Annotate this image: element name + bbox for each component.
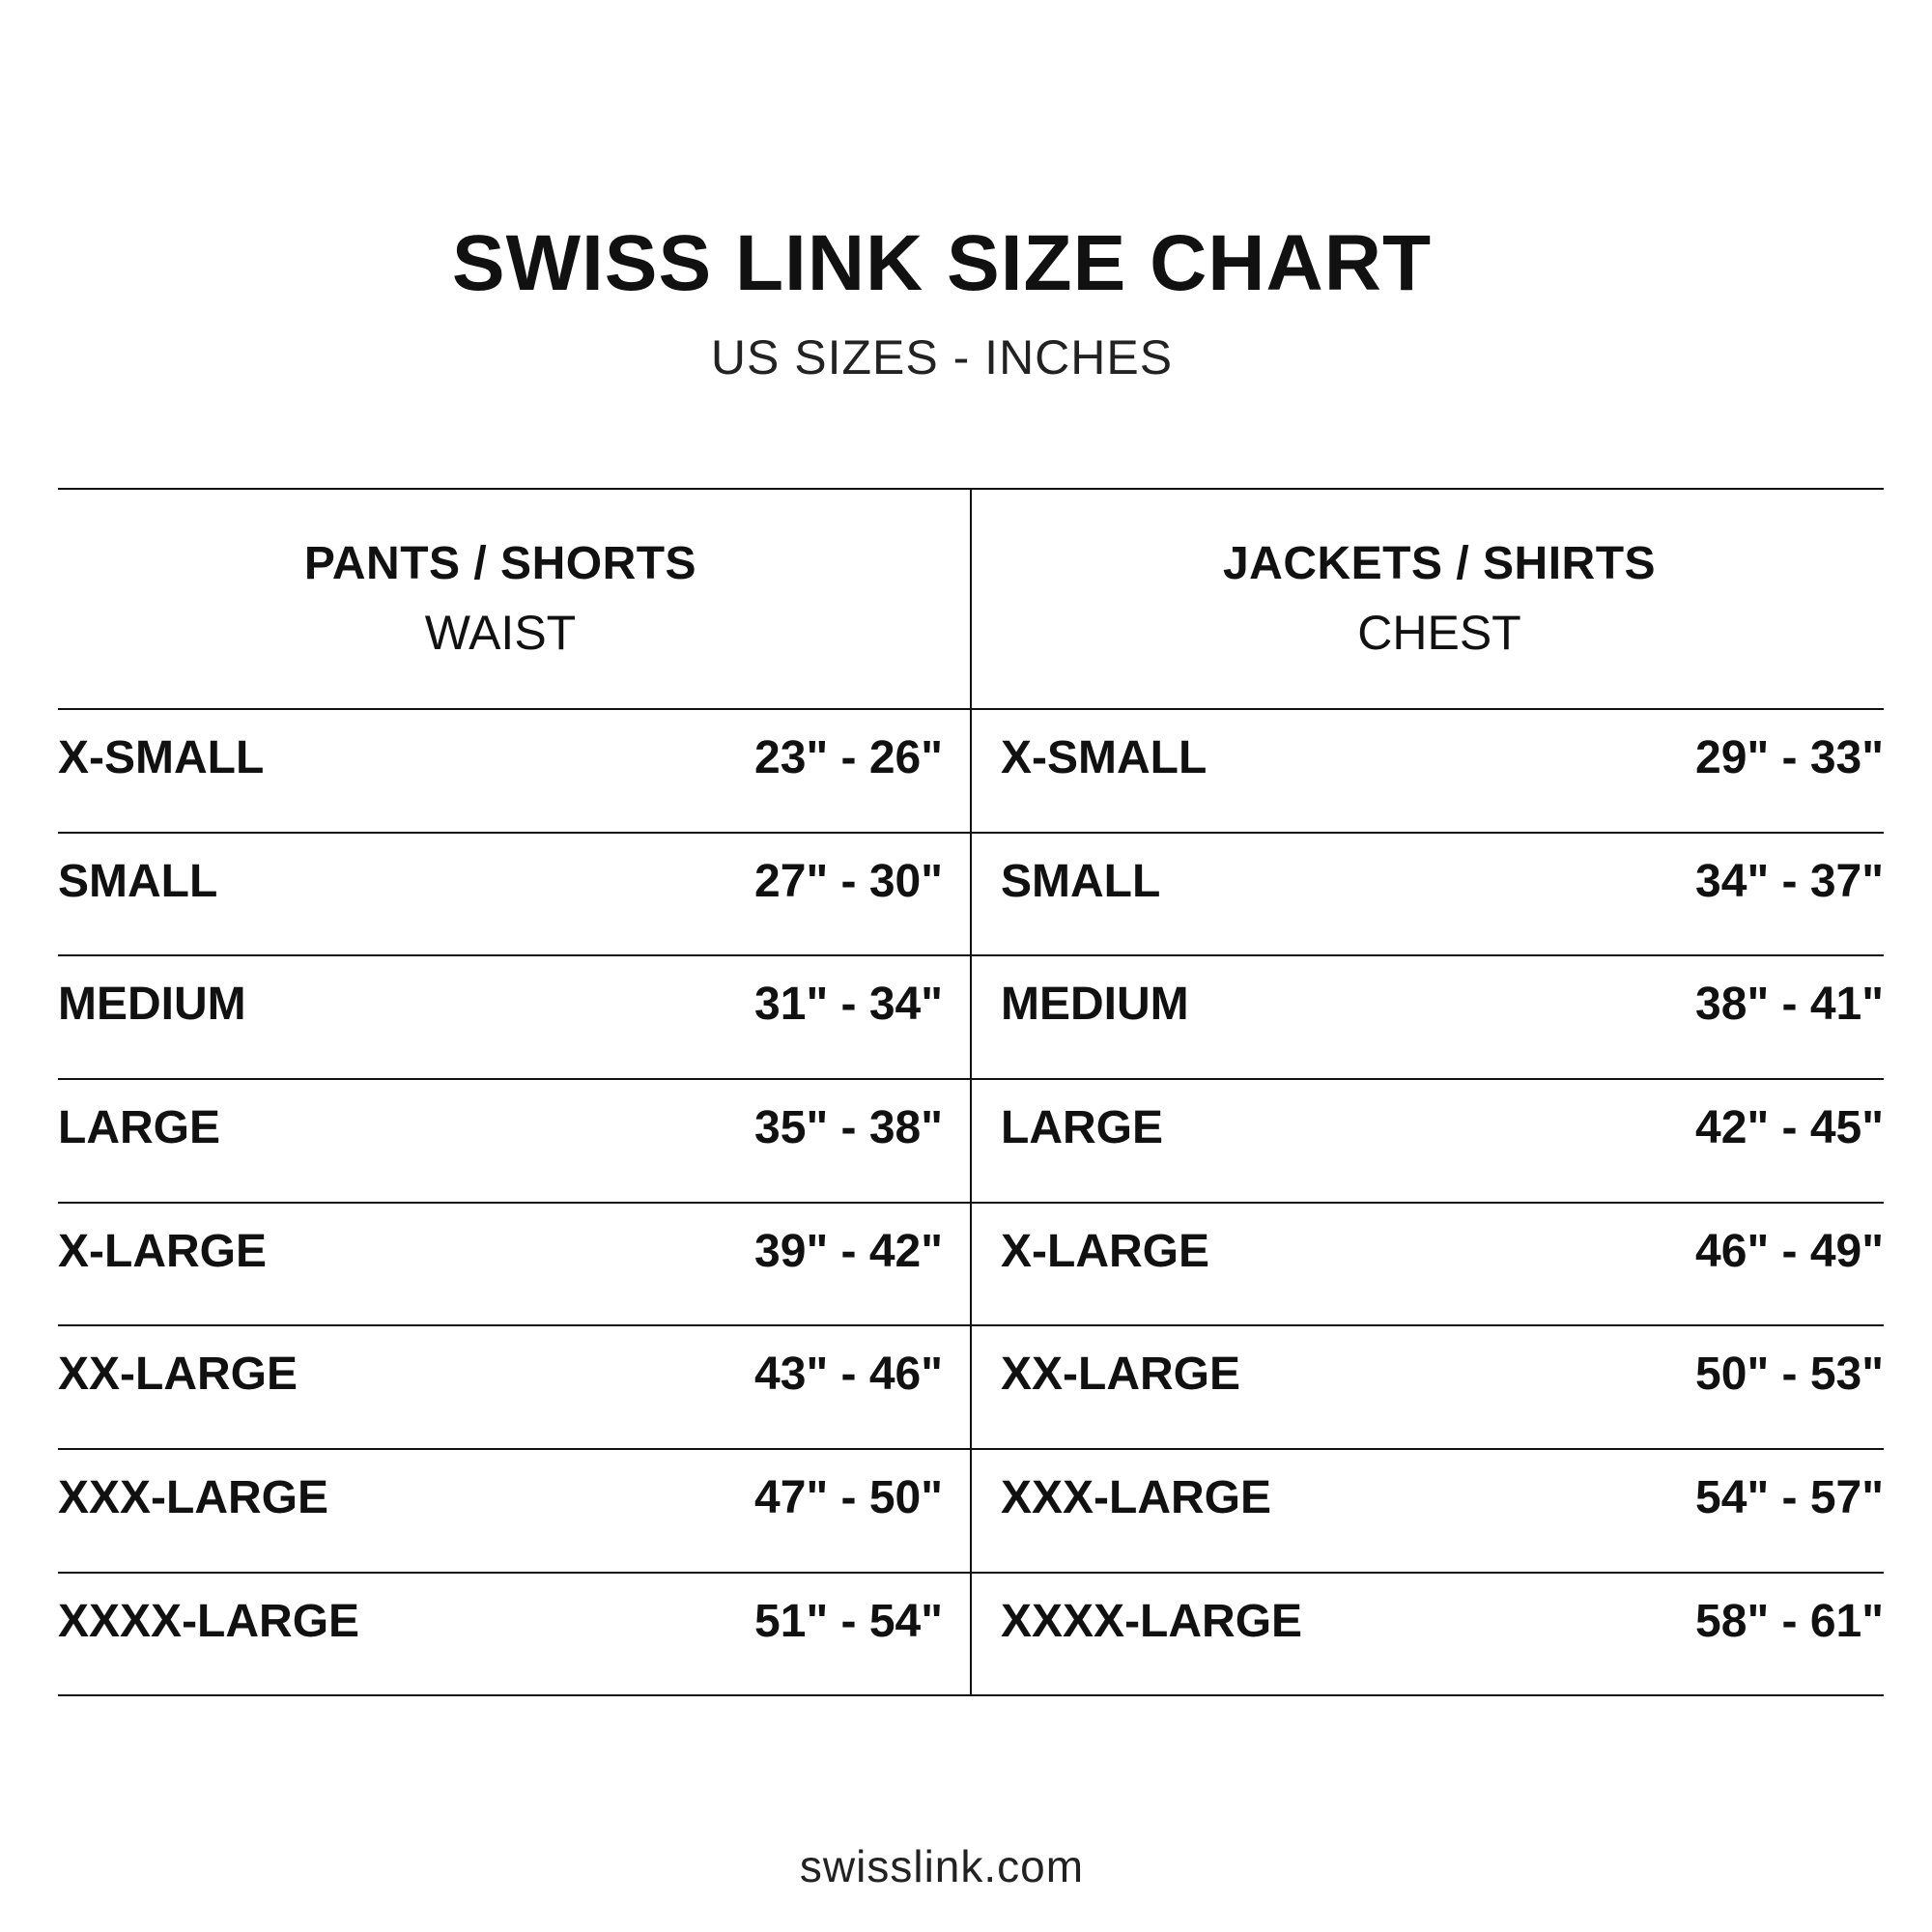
table-bottom-border xyxy=(58,1694,1884,1696)
size-range: 51" - 54" xyxy=(754,1596,943,1647)
table-row xyxy=(1001,1190,1884,1313)
size-range: 50" - 53" xyxy=(1695,1349,1884,1400)
website-link[interactable]: swisslink.com xyxy=(799,1841,1085,1891)
size-range: 54" - 57" xyxy=(1695,1472,1884,1523)
size-range: 58" - 61" xyxy=(1695,1596,1884,1647)
table-row xyxy=(1001,696,1884,819)
size-label: X-SMALL xyxy=(58,732,265,783)
size-label: XX-LARGE xyxy=(58,1349,298,1400)
size-label: X-LARGE xyxy=(1001,1226,1209,1277)
row-divider xyxy=(58,1078,1884,1080)
size-range: 43" - 46" xyxy=(754,1349,943,1400)
table-row xyxy=(58,1190,943,1313)
table-row xyxy=(58,1066,943,1189)
column-title-pants: PANTS / SHORTS xyxy=(303,538,697,589)
size-label: XXX-LARGE xyxy=(1001,1472,1272,1523)
size-label: LARGE xyxy=(1001,1102,1163,1153)
table-row xyxy=(1001,1436,1884,1559)
column-measure-waist: WAIST xyxy=(424,606,577,660)
size-range: 38" - 41" xyxy=(1695,979,1884,1030)
size-range: 23" - 26" xyxy=(754,732,943,783)
column-header-pants xyxy=(58,538,943,660)
size-label: MEDIUM xyxy=(1001,979,1189,1030)
row-divider xyxy=(58,1572,1884,1574)
size-range: 31" - 34" xyxy=(754,979,943,1030)
table-row xyxy=(58,943,943,1065)
size-range: 29" - 33" xyxy=(1695,732,1884,783)
size-range: 34" - 37" xyxy=(1695,856,1884,907)
table-row xyxy=(58,696,943,819)
table-row xyxy=(1001,1560,1884,1683)
row-divider xyxy=(58,1448,1884,1450)
size-label: XXXX-LARGE xyxy=(58,1596,360,1647)
size-label: MEDIUM xyxy=(58,979,246,1030)
size-range: 39" - 42" xyxy=(754,1226,943,1277)
row-divider xyxy=(58,954,1884,956)
size-label: XXX-LARGE xyxy=(58,1472,329,1523)
size-range: 46" - 49" xyxy=(1695,1226,1884,1277)
page-title: SWISS LINK SIZE CHART xyxy=(451,219,1433,307)
size-label: SMALL xyxy=(1001,856,1161,907)
size-label: SMALL xyxy=(58,856,218,907)
size-label: XXXX-LARGE xyxy=(1001,1596,1303,1647)
size-range: 27" - 30" xyxy=(754,856,943,907)
size-label: XX-LARGE xyxy=(1001,1349,1241,1400)
table-row xyxy=(1001,1313,1884,1435)
row-divider xyxy=(58,1324,1884,1326)
table-row xyxy=(1001,1066,1884,1189)
row-divider xyxy=(58,1202,1884,1204)
column-title-jackets: JACKETS / SHIRTS xyxy=(1222,538,1657,589)
column-measure-chest: CHEST xyxy=(1357,606,1521,660)
table-row xyxy=(58,1436,943,1559)
size-range: 35" - 38" xyxy=(754,1102,943,1153)
size-label: X-SMALL xyxy=(1001,732,1208,783)
table-row xyxy=(58,1313,943,1435)
page-subtitle: US SIZES - INCHES xyxy=(710,330,1174,384)
column-header-jackets xyxy=(995,538,1884,660)
table-row xyxy=(58,820,943,943)
table-row xyxy=(1001,943,1884,1065)
size-label: X-LARGE xyxy=(58,1226,267,1277)
size-label: LARGE xyxy=(58,1102,220,1153)
table-row xyxy=(1001,820,1884,943)
table-row xyxy=(58,1560,943,1683)
size-range: 42" - 45" xyxy=(1695,1102,1884,1153)
row-divider xyxy=(58,832,1884,834)
size-range: 47" - 50" xyxy=(754,1472,943,1523)
table-column-divider xyxy=(970,489,972,1696)
